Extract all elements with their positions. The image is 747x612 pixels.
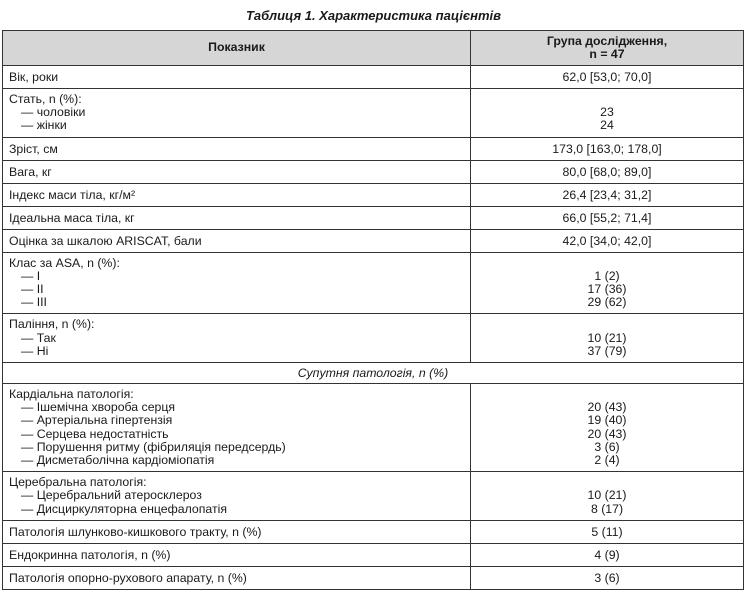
column-header-group <box>471 31 744 66</box>
asa-value-3: 29 (62) <box>587 295 627 310</box>
smoking-value-no: 37 (79) <box>587 343 627 358</box>
row-value-gi: 5 (11) <box>471 520 744 543</box>
cardiac-value-4: 3 (6) <box>594 439 620 454</box>
table-header-row <box>3 31 744 66</box>
table-row <box>3 472 744 521</box>
sex-sub-female: — жінки <box>21 118 67 133</box>
table-row <box>3 520 744 543</box>
row-value-height: 173,0 [163,0; 178,0] <box>471 137 744 160</box>
cerebral-value-2: 8 (17) <box>590 501 624 516</box>
cerebral-sub-2: — Дисциркуляторна енцефалопатія <box>21 501 227 516</box>
cardiac-label: Кардіальна патологія: <box>9 387 134 402</box>
table-section-row <box>3 363 744 384</box>
asa-value-2: 17 (36) <box>587 282 627 297</box>
cardiac-sub-2: — Артеріальна гіпертензія <box>21 413 173 428</box>
row-value-bmi: 26,4 [23,4; 31,2] <box>471 183 744 206</box>
table-row <box>3 384 744 472</box>
row-label-ariscat: Оцінка за шкалою ARISCAT, бали <box>3 229 471 252</box>
comorbidity-section-header: Супутня патологія, n (%) <box>3 363 744 384</box>
patient-characteristics-table <box>2 30 744 590</box>
asa-sub-3: — III <box>21 295 47 310</box>
table-row <box>3 252 744 314</box>
cardiac-value-3: 20 (43) <box>587 426 627 441</box>
row-label-height: Зріст, см <box>3 137 471 160</box>
row-label-musculo: Патологія опорно-рухового апарату, n (%) <box>3 566 471 589</box>
asa-sub-1: — I <box>21 268 41 283</box>
row-label-endocrine: Ендокринна патологія, n (%) <box>3 543 471 566</box>
table-caption: Таблиця 1. Характеристика пацієнтів <box>245 8 502 23</box>
row-value-smoking <box>471 314 744 363</box>
smoking-sub-no: — Ні <box>21 343 49 358</box>
row-label-sex <box>3 89 471 138</box>
row-value-age: 62,0 [53,0; 70,0] <box>471 66 744 89</box>
cerebral-label: Церебральна патологія: <box>9 475 147 490</box>
table-row <box>3 543 744 566</box>
row-value-ibw: 66,0 [55,2; 71,4] <box>471 206 744 229</box>
cerebral-sub-1: — Церебральний атеросклероз <box>21 488 202 503</box>
row-label-age: Вік, роки <box>3 66 471 89</box>
row-label-smoking <box>3 314 471 363</box>
smoking-value-yes: 10 (21) <box>587 330 627 345</box>
cardiac-value-1: 20 (43) <box>587 400 627 415</box>
cardiac-sub-3: — Серцева недостатність <box>21 426 169 441</box>
sex-label: Стать, n (%): <box>9 92 82 106</box>
row-label-asa <box>3 252 471 314</box>
table-row <box>3 229 744 252</box>
column-header-group-line1: Група дослідження, <box>546 34 668 48</box>
table-row <box>3 566 744 589</box>
table-row <box>3 66 744 89</box>
cardiac-sub-4: — Порушення ритму (фібриляція передсердь) <box>21 439 286 454</box>
asa-sub-2: — II <box>21 282 44 297</box>
cardiac-value-5: 2 (4) <box>594 453 620 468</box>
table-row <box>3 183 744 206</box>
row-value-sex <box>471 89 744 138</box>
column-header-indicator: Показник <box>3 31 471 66</box>
row-value-cerebral <box>471 472 744 521</box>
row-label-bmi: Індекс маси тіла, кг/м² <box>3 183 471 206</box>
table-row <box>3 137 744 160</box>
table-row <box>3 206 744 229</box>
table-row <box>3 314 744 363</box>
row-label-cerebral <box>3 472 471 521</box>
cardiac-sub-1: — Ішемічна хвороба серця <box>21 400 176 415</box>
row-label-ibw: Ідеальна маса тіла, кг <box>3 206 471 229</box>
sex-sub-male: — чоловіки <box>21 105 86 120</box>
cerebral-value-1: 10 (21) <box>587 488 627 503</box>
row-label-cardiac <box>3 384 471 472</box>
cardiac-value-2: 19 (40) <box>587 413 627 428</box>
smoking-sub-yes: — Так <box>21 330 56 345</box>
smoking-label: Паління, n (%): <box>9 317 95 332</box>
row-label-weight: Вага, кг <box>3 160 471 183</box>
row-value-weight: 80,0 [68,0; 89,0] <box>471 160 744 183</box>
row-value-asa <box>471 252 744 314</box>
row-label-gi: Патологія шлунково-кишкового тракту, n (%) <box>3 520 471 543</box>
row-value-ariscat: 42,0 [34,0; 42,0] <box>471 229 744 252</box>
asa-value-1: 1 (2) <box>594 268 620 283</box>
column-header-group-line2: n = 47 <box>589 47 625 61</box>
cardiac-sub-5: — Дисметаболічна кардіоміопатія <box>21 453 215 468</box>
row-value-endocrine: 4 (9) <box>471 543 744 566</box>
row-value-musculo: 3 (6) <box>471 566 744 589</box>
sex-value-female: 24 <box>600 118 614 133</box>
row-value-cardiac <box>471 384 744 472</box>
table-row <box>3 160 744 183</box>
asa-label: Клас за ASA, n (%): <box>9 255 120 270</box>
table-row <box>3 89 744 138</box>
sex-value-male: 23 <box>600 105 614 120</box>
